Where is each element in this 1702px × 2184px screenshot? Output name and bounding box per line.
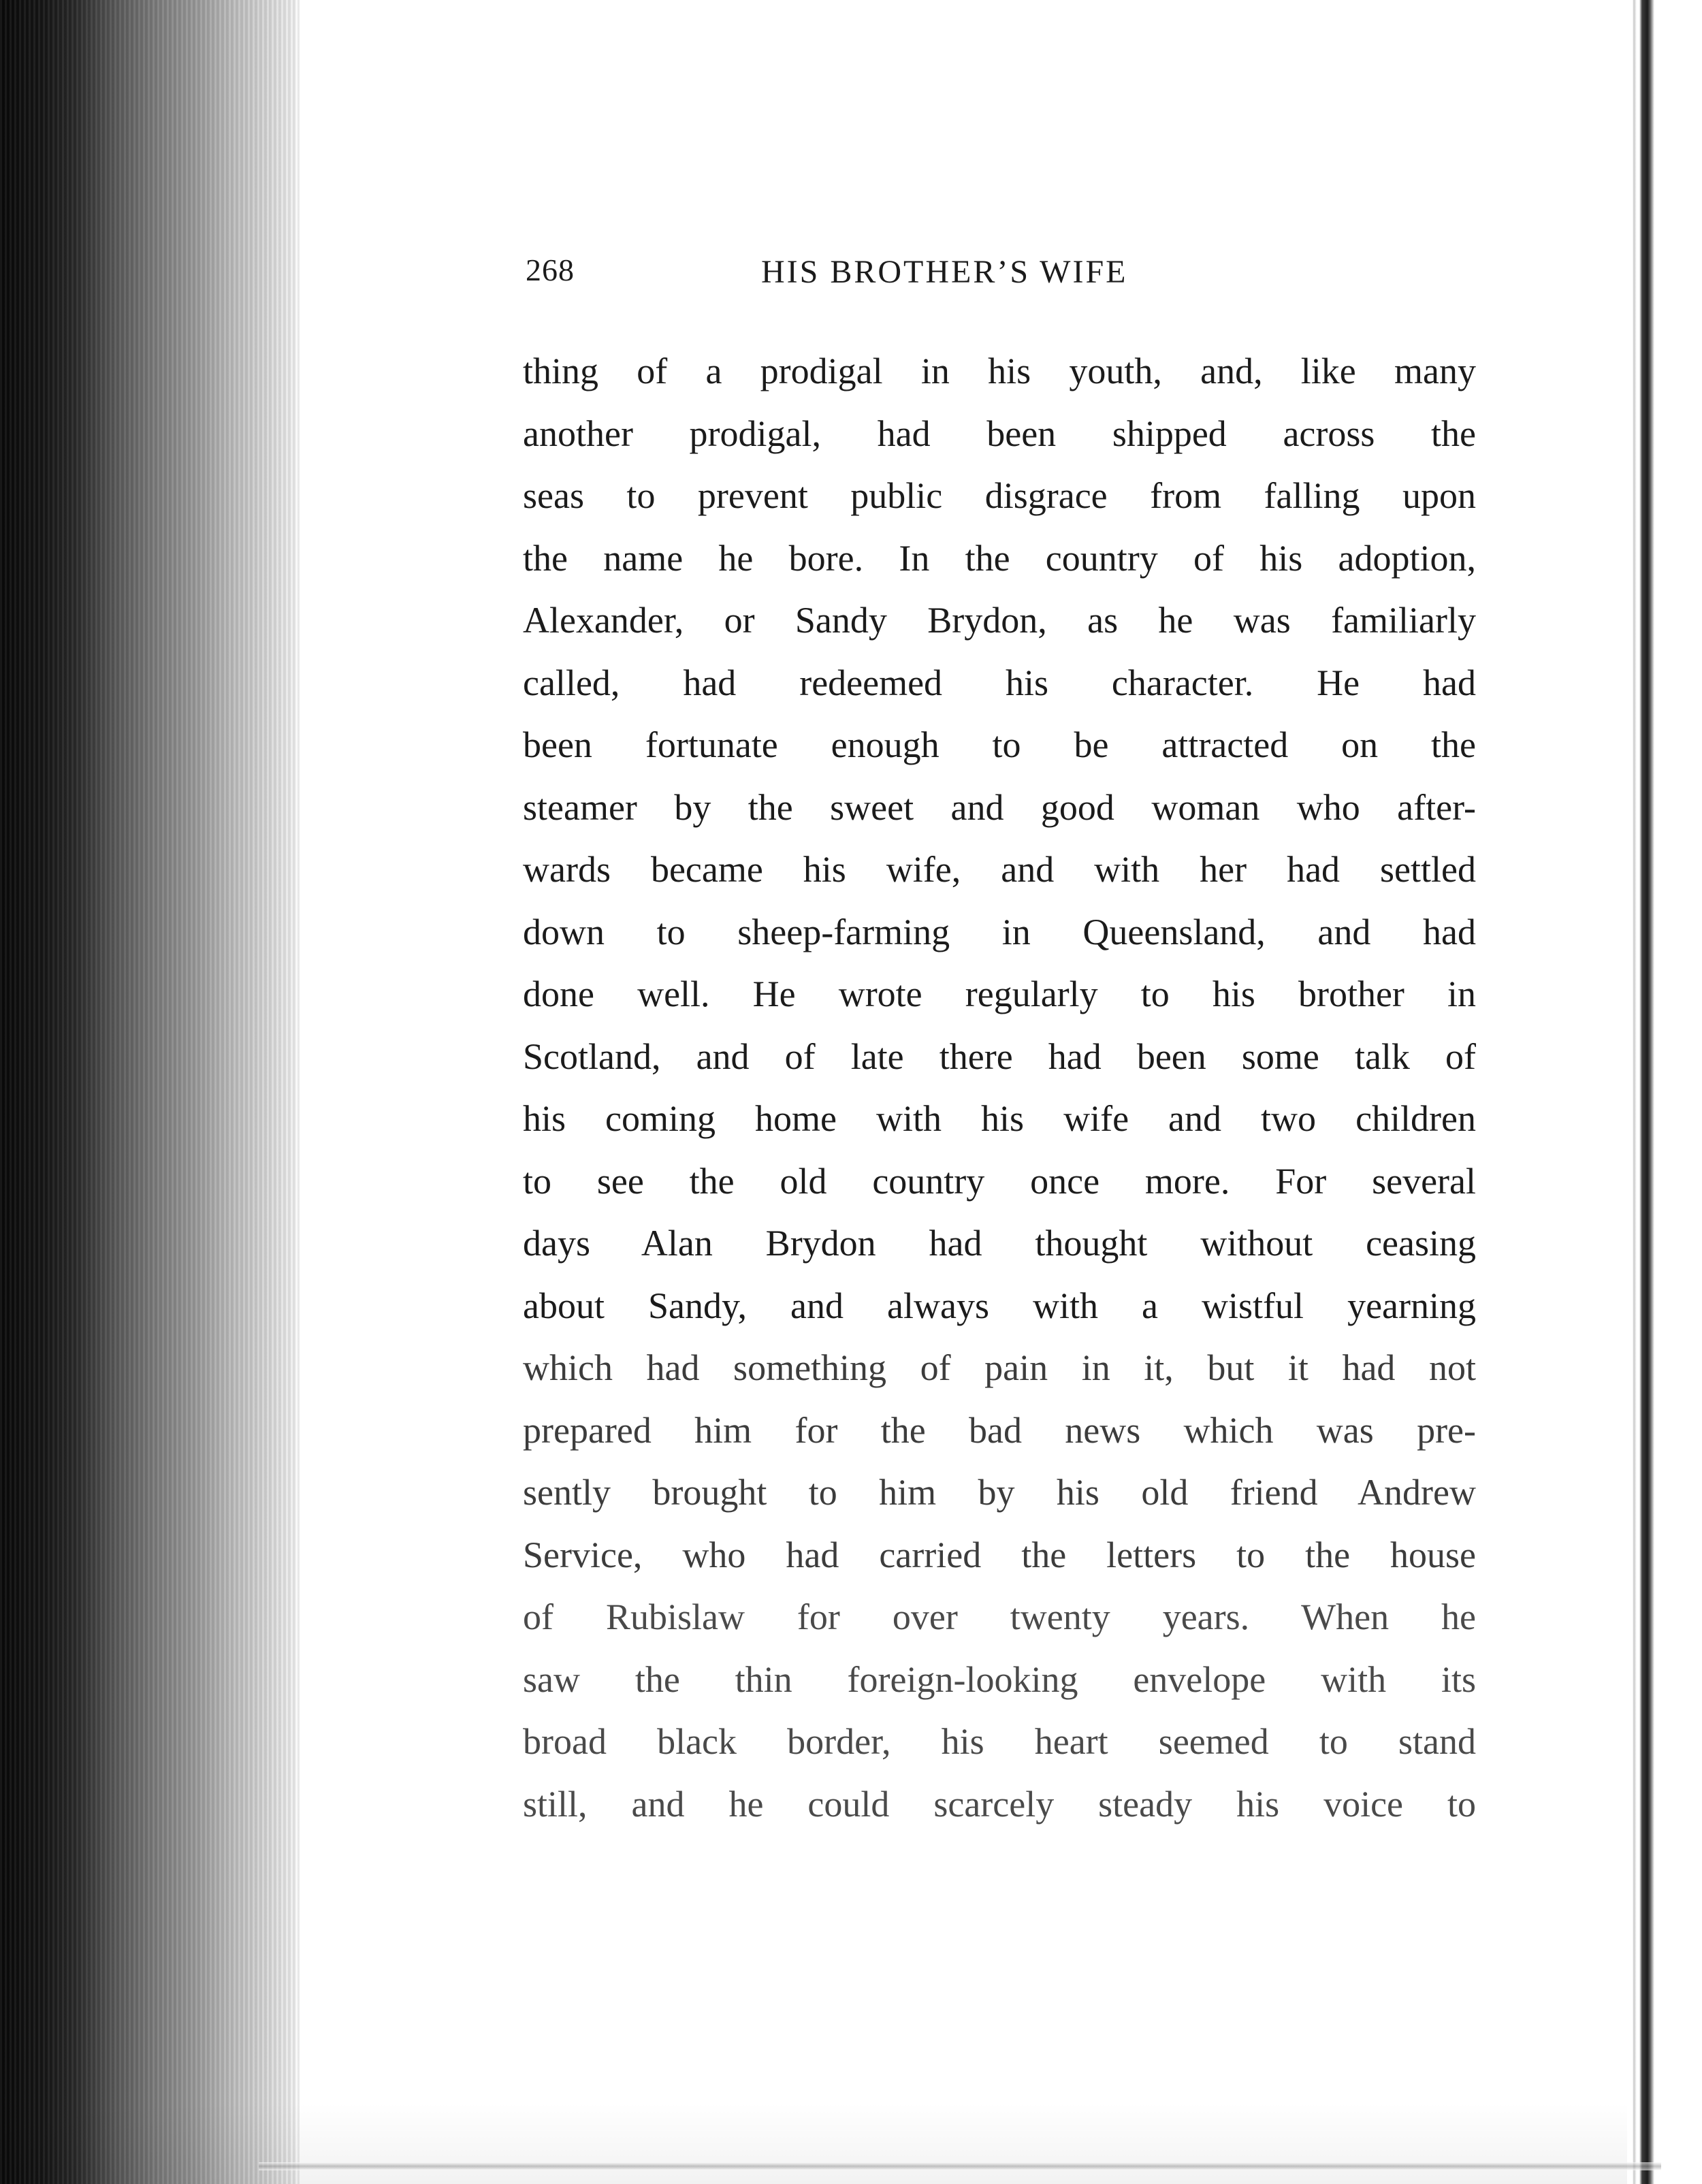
page-header (523, 245, 1476, 306)
text-line: days Alan Brydon had thought without ceasing (523, 1223, 1476, 1264)
running-head: HIS BROTHER’S WIFE (761, 254, 1128, 290)
text-line: prepared him for the bad news which was pre- (523, 1409, 1476, 1451)
text-line: his coming home with his wife and two children (523, 1098, 1476, 1139)
text-line: Scotland, and of late there had been some talk of (523, 1035, 1476, 1077)
page-edge-right (1627, 0, 1702, 2184)
text-line: to see the old country once more. For several (523, 1160, 1476, 1202)
page-text-block (523, 245, 1476, 1835)
text-line: the name he bore. In the country of his adoption, (523, 537, 1476, 579)
page-edge-bottom (259, 2162, 1661, 2170)
text-line: saw the thin foreign-looking envelope with its (523, 1658, 1476, 1700)
text-line: still, and he could scarcely steady his voice to (523, 1783, 1476, 1825)
text-line: down to sheep-farming in Queensland, and had (523, 911, 1476, 952)
text-line: wards became his wife, and with her had settled (523, 849, 1476, 890)
text-line: Alexander, or Sandy Brydon, as he was familiarly (523, 600, 1476, 641)
text-line: broad black border, his heart seemed to stand (523, 1721, 1476, 1762)
body-text (523, 340, 1476, 1835)
page-number: 268 (526, 253, 575, 287)
text-line: been fortunate enough to be attracted on the (523, 724, 1476, 765)
text-line: of Rubislaw for over twenty years. When he (523, 1596, 1476, 1637)
text-line: seas to prevent public disgrace from falling upon (523, 475, 1476, 516)
text-line: done well. He wrote regularly to his brother in (523, 974, 1476, 1014)
text-line: Service, who had carried the letters to the house (523, 1534, 1476, 1575)
text-line: steamer by the sweet and good woman who after- (523, 786, 1476, 828)
book-gutter (0, 0, 300, 2184)
text-line: about Sandy, and always with a wistful yearning (523, 1285, 1476, 1326)
text-line: sently brought to him by his old friend Andrew (523, 1472, 1476, 1513)
text-line: thing of a prodigal in his youth, and, like many (523, 351, 1476, 391)
text-line: another prodigal, had been shipped across the (523, 413, 1476, 454)
page-shadow (0, 2102, 1702, 2184)
text-line: which had something of pain in it, but it had not (523, 1347, 1476, 1388)
text-line: called, had redeemed his character. He had (523, 662, 1476, 703)
